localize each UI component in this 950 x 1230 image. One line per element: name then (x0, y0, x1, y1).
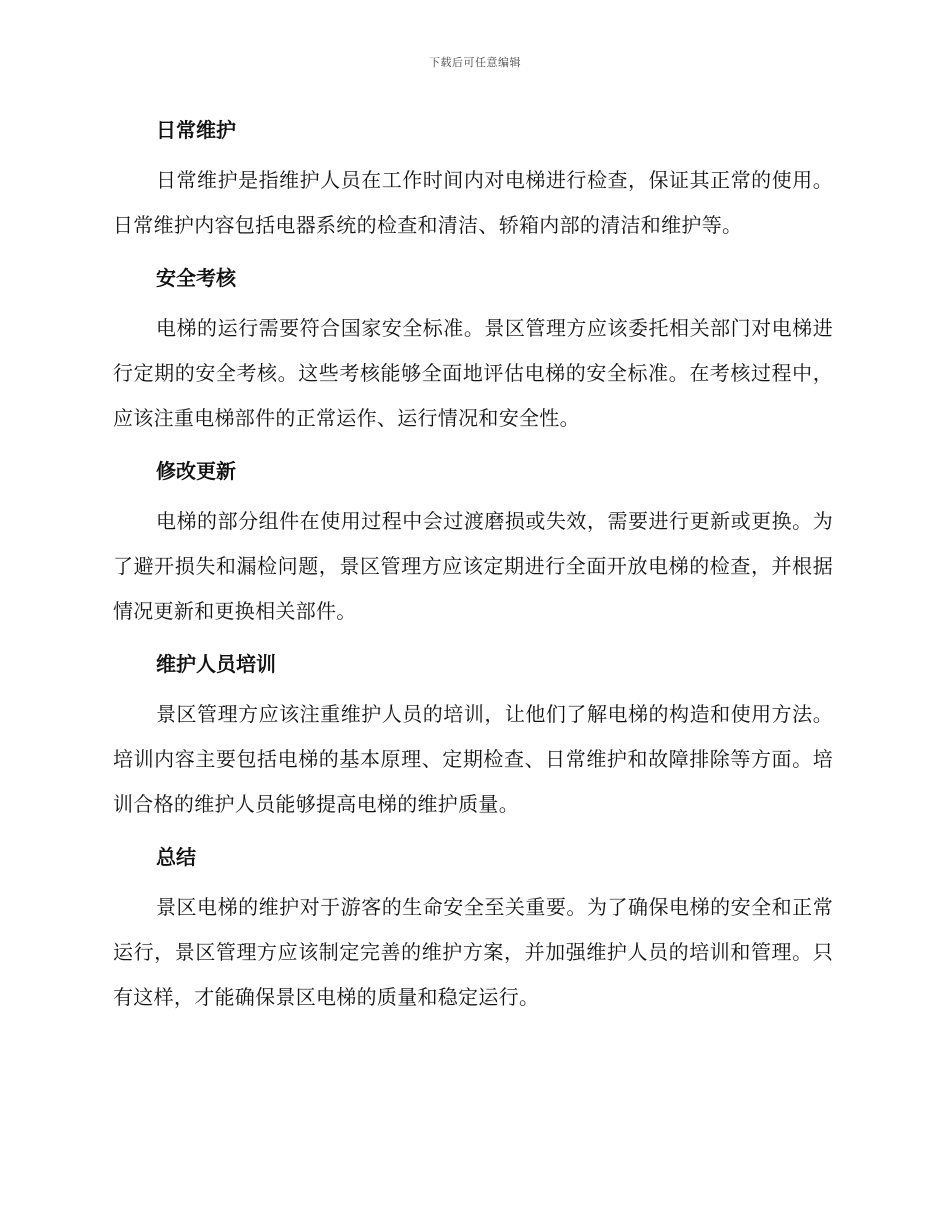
section-paragraph: 电梯的运行需要符合国家安全标准。景区管理方应该委托相关部门对电梯进行定期的安全考核。这些考核能够全面地评估电梯的安全标准。在考核过程中，应该注重电梯部件的正常运作、运行情况和安全性。 (113, 316, 833, 430)
section-heading: 总结 (156, 845, 196, 869)
section-paragraph: 日常维护是指维护人员在工作时间内对电梯进行检查，保证其正常的使用。日常维护内容包括电器系统的检查和清洁、轿箱内部的清洁和维护等。 (113, 168, 833, 237)
section-heading: 日常维护 (156, 118, 236, 142)
section-paragraph: 电梯的部分组件在使用过程中会过渡磨损或失效，需要进行更新或更换。为了避开损失和漏检问题，景区管理方应该定期进行全面开放电梯的检查，并根据情况更新和更换相关部件。 (113, 509, 833, 623)
section-daily-maintenance (113, 110, 833, 248)
section-summary (113, 837, 833, 1020)
section-safety-assessment (113, 258, 833, 441)
page-header: 下载后可任意编辑 (429, 56, 521, 69)
section-paragraph: 景区电梯的维护对于游客的生命安全至关重要。为了确保电梯的安全和正常运行，景区管理方应该制定完善的维护方案，并加强维护人员的培训和管理。只有这样，才能确保景区电梯的质量和稳定运行。 (113, 895, 833, 1009)
document-content (113, 110, 833, 1030)
section-paragraph: 景区管理方应该注重维护人员的培训，让他们了解电梯的构造和使用方法。培训内容主要包括电梯的基本原理、定期检查、日常维护和故障排除等方面。培训合格的维护人员能够提高电梯的维护质量。 (113, 702, 833, 816)
section-modification-update (113, 451, 833, 634)
section-staff-training (113, 644, 833, 827)
section-heading: 安全考核 (156, 266, 236, 290)
section-heading: 修改更新 (156, 459, 236, 483)
section-heading: 维护人员培训 (156, 652, 276, 676)
